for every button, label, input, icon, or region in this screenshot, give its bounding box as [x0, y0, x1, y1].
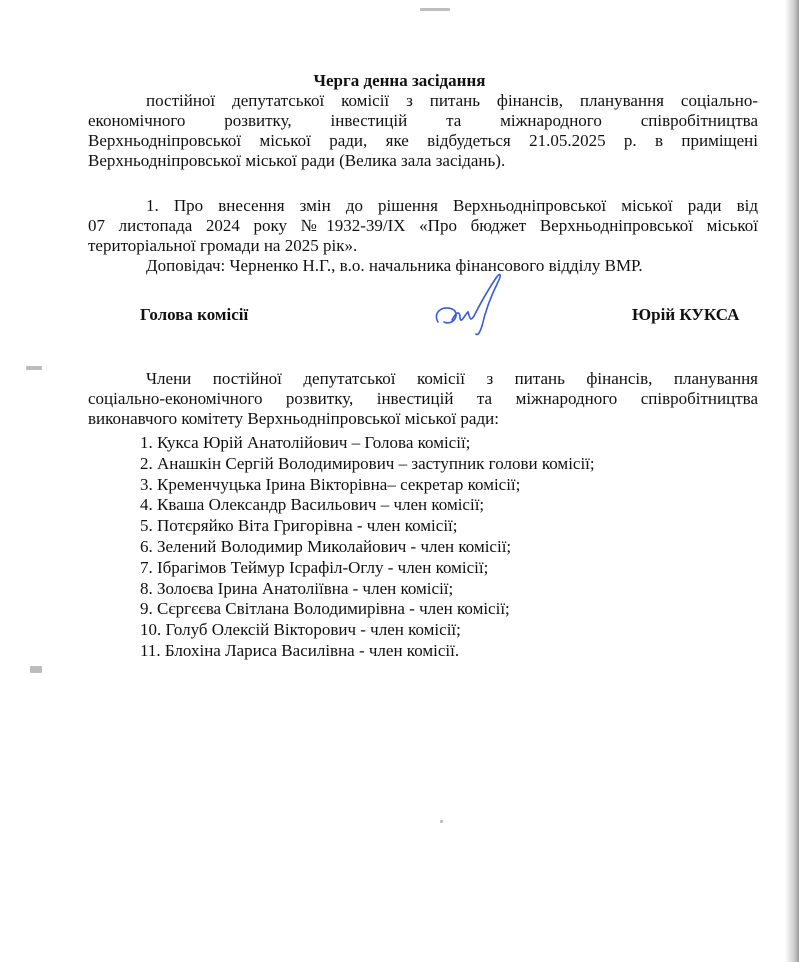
intro-line: Верхньодніпровської міської ради, яке відбудеться 21.05.2025 р. в приміщені: [88, 131, 758, 150]
intro-line: Верхньодніпровської міської ради (Велика зала засідань).: [88, 151, 506, 170]
intro-line: постійної депутатської комісії з питань фінансів, планування соціально-: [146, 91, 758, 110]
scan-edge-shadow: [785, 0, 799, 962]
list-item: 8. Золоєва Ірина Анатоліївна - член комісії;: [140, 578, 454, 598]
list-item: 3. Кременчуцька Ірина Вікторівна– секретар комісії;: [140, 474, 521, 494]
list-item: 6. Зелений Володимир Миколайович - член комісії;: [140, 536, 512, 556]
agenda-line: територіальної громади на 2025 рік».: [88, 236, 358, 255]
scan-speck: [420, 8, 450, 11]
chair-name: Юрій КУКСА: [632, 305, 740, 324]
list-item: 5. Потєряйко Віта Григорівна - член комісії;: [140, 516, 458, 536]
document-title: Черга денна засідання: [313, 71, 486, 90]
chair-label: Голова комісії: [140, 305, 249, 324]
agenda-speaker: Доповідач: Черненко Н.Г., в.о. начальника фінансового відділу ВМР.: [146, 256, 643, 275]
members-intro-line: Члени постійної депутатської комісії з питань фінансів, планування: [146, 369, 758, 388]
scan-speck: [440, 820, 443, 823]
intro-line: економічного розвитку, інвестицій та міжнародного співробітництва: [88, 111, 758, 130]
handwritten-signature-icon: [430, 260, 520, 340]
list-item: 4. Кваша Олександр Васильович – член комісії;: [140, 495, 485, 515]
scan-speck: [26, 366, 42, 370]
list-item: 7. Ібрагімов Теймур Ісрафіл-Оглу - член комісії;: [140, 557, 489, 577]
agenda-line: 1. Про внесення змін до рішення Верхньодніпровської міської ради від: [146, 196, 758, 215]
members-intro: [88, 369, 758, 429]
intro-paragraph: [88, 91, 758, 171]
agenda-item: [88, 196, 758, 276]
members-intro-line: виконавчого комітету Верхньодніпровської міської ради:: [88, 409, 499, 428]
list-item: 9. Сєргєєва Світлана Володимирівна - член комісії;: [140, 599, 510, 619]
agenda-line: 07 листопада 2024 року №1932-39/IX «Про бюджет Верхньодніпровської міської: [88, 216, 758, 235]
scan-speck: [30, 666, 42, 673]
list-item: 10. Голуб Олексій Вікторович - член комісії;: [140, 620, 461, 640]
list-item: 2. Анашкін Сергій Володимирович – заступник голови комісії;: [140, 453, 595, 473]
members-list: [140, 433, 595, 662]
list-item: 11. Блохіна Лариса Василівна - член комісії.: [140, 640, 460, 660]
members-intro-line: соціально-економічного розвитку, інвестицій та міжнародного співробітництва: [88, 389, 758, 408]
list-item: 1. Кукса Юрій Анатолійович – Голова комісії;: [140, 433, 471, 452]
